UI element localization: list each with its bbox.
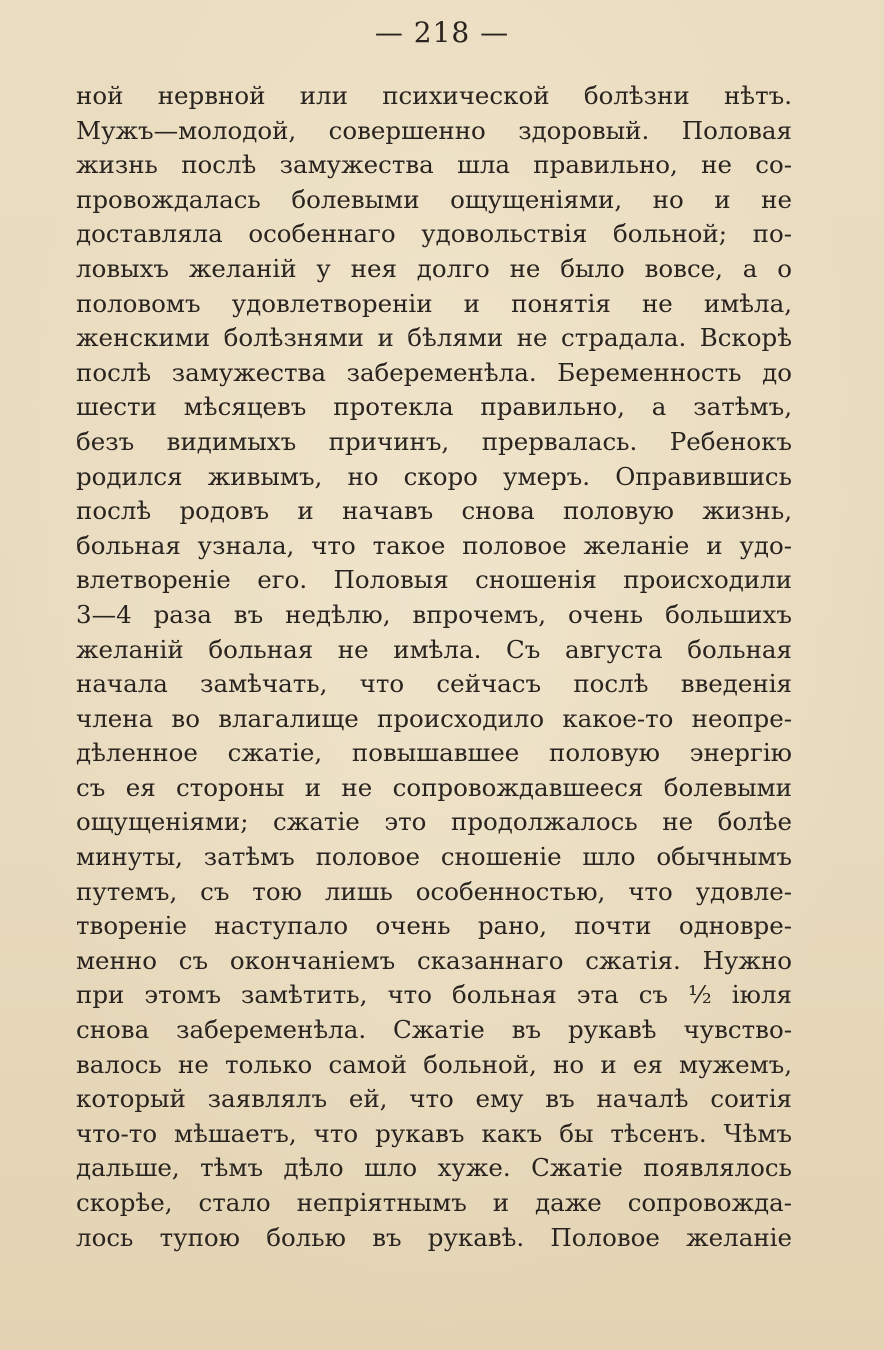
- text-line: начала замѣчать, что сейчасъ послѣ введенія: [76, 669, 792, 699]
- text-line: ощущеніями; сжатіе это продолжалось не болѣе: [76, 807, 792, 837]
- text-line: снова забеременѣла. Сжатіе въ рукавѣ чувство-: [76, 1015, 792, 1045]
- text-line: жизнь послѣ замужества шла правильно, не со-: [76, 150, 792, 180]
- page-number: — 218 —: [374, 16, 510, 49]
- text-line: дальше, тѣмъ дѣло шло хуже. Сжатіе появлялось: [76, 1153, 792, 1183]
- text-line: при этомъ замѣтить, что больная эта съ ½ іюля: [76, 980, 792, 1010]
- text-line: съ ея стороны и не сопровождавшееся болевыми: [76, 772, 792, 802]
- text-line: ловыхъ желаній у нея долго не было вовсе, а о: [76, 253, 792, 283]
- text-line: путемъ, съ тою лишь особенностью, что удовле-: [76, 876, 792, 906]
- text-line: менно съ окончаніемъ сказаннаго сжатія. Нужно: [76, 945, 792, 975]
- text-line: 3—4 раза въ недѣлю, впрочемъ, очень большихъ: [76, 599, 792, 629]
- text-line: родился живымъ, но скоро умеръ. Оправившись: [76, 461, 792, 491]
- text-line: Мужъ—молодой, совершенно здоровый. Половая: [76, 115, 792, 145]
- text-line: послѣ родовъ и начавъ снова половую жизнь,: [76, 496, 792, 526]
- text-line: скорѣе, стало непріятнымъ и даже сопровожда-: [76, 1188, 792, 1217]
- text-line: что-то мѣшаетъ, что рукавъ какъ бы тѣсенъ. Чѣмъ: [76, 1118, 792, 1148]
- text-line: шести мѣсяцевъ протекла правильно, а затѣмъ,: [76, 392, 792, 422]
- text-line: ной нервной или психической болѣзни нѣтъ.: [76, 81, 792, 110]
- text-line: желаній больная не имѣла. Съ августа больная: [76, 634, 792, 664]
- body-text: [76, 79, 792, 1255]
- text-line: безъ видимыхъ причинъ, прервалась. Ребенокъ: [76, 426, 792, 456]
- text-line: послѣ замужества забеременѣла. Беременность до: [76, 357, 792, 387]
- text-line: лось тупою болью въ рукавѣ. Половое желаніе: [76, 1222, 792, 1252]
- text-line: дѣленное сжатіе, повышавшее половую энергію: [76, 738, 792, 768]
- text-line: больная узнала, что такое половое желаніе и удо-: [76, 530, 792, 560]
- text-line: влетвореніе его. Половыя сношенія происходили: [76, 565, 792, 595]
- text-line: твореніе наступало очень рано, почти одновре-: [76, 911, 792, 941]
- text-line: валось не только самой больной, но и ея мужемъ,: [76, 1049, 792, 1079]
- text-line: женскими болѣзнями и бѣлями не страдала. Вскорѣ: [76, 323, 792, 353]
- text-line: минуты, затѣмъ половое сношеніе шло обычнымъ: [76, 842, 792, 872]
- text-line: половомъ удовлетвореніи и понятія не имѣла,: [76, 288, 792, 318]
- text-line: члена во влагалище происходило какое-то неопре-: [76, 703, 792, 733]
- text-line: который заявлялъ ей, что ему въ началѣ соитія: [76, 1084, 792, 1114]
- text-line: провождалась болевыми ощущеніями, но и не: [76, 184, 792, 214]
- text-line: доставляла особеннаго удовольствія больной; по-: [76, 219, 792, 249]
